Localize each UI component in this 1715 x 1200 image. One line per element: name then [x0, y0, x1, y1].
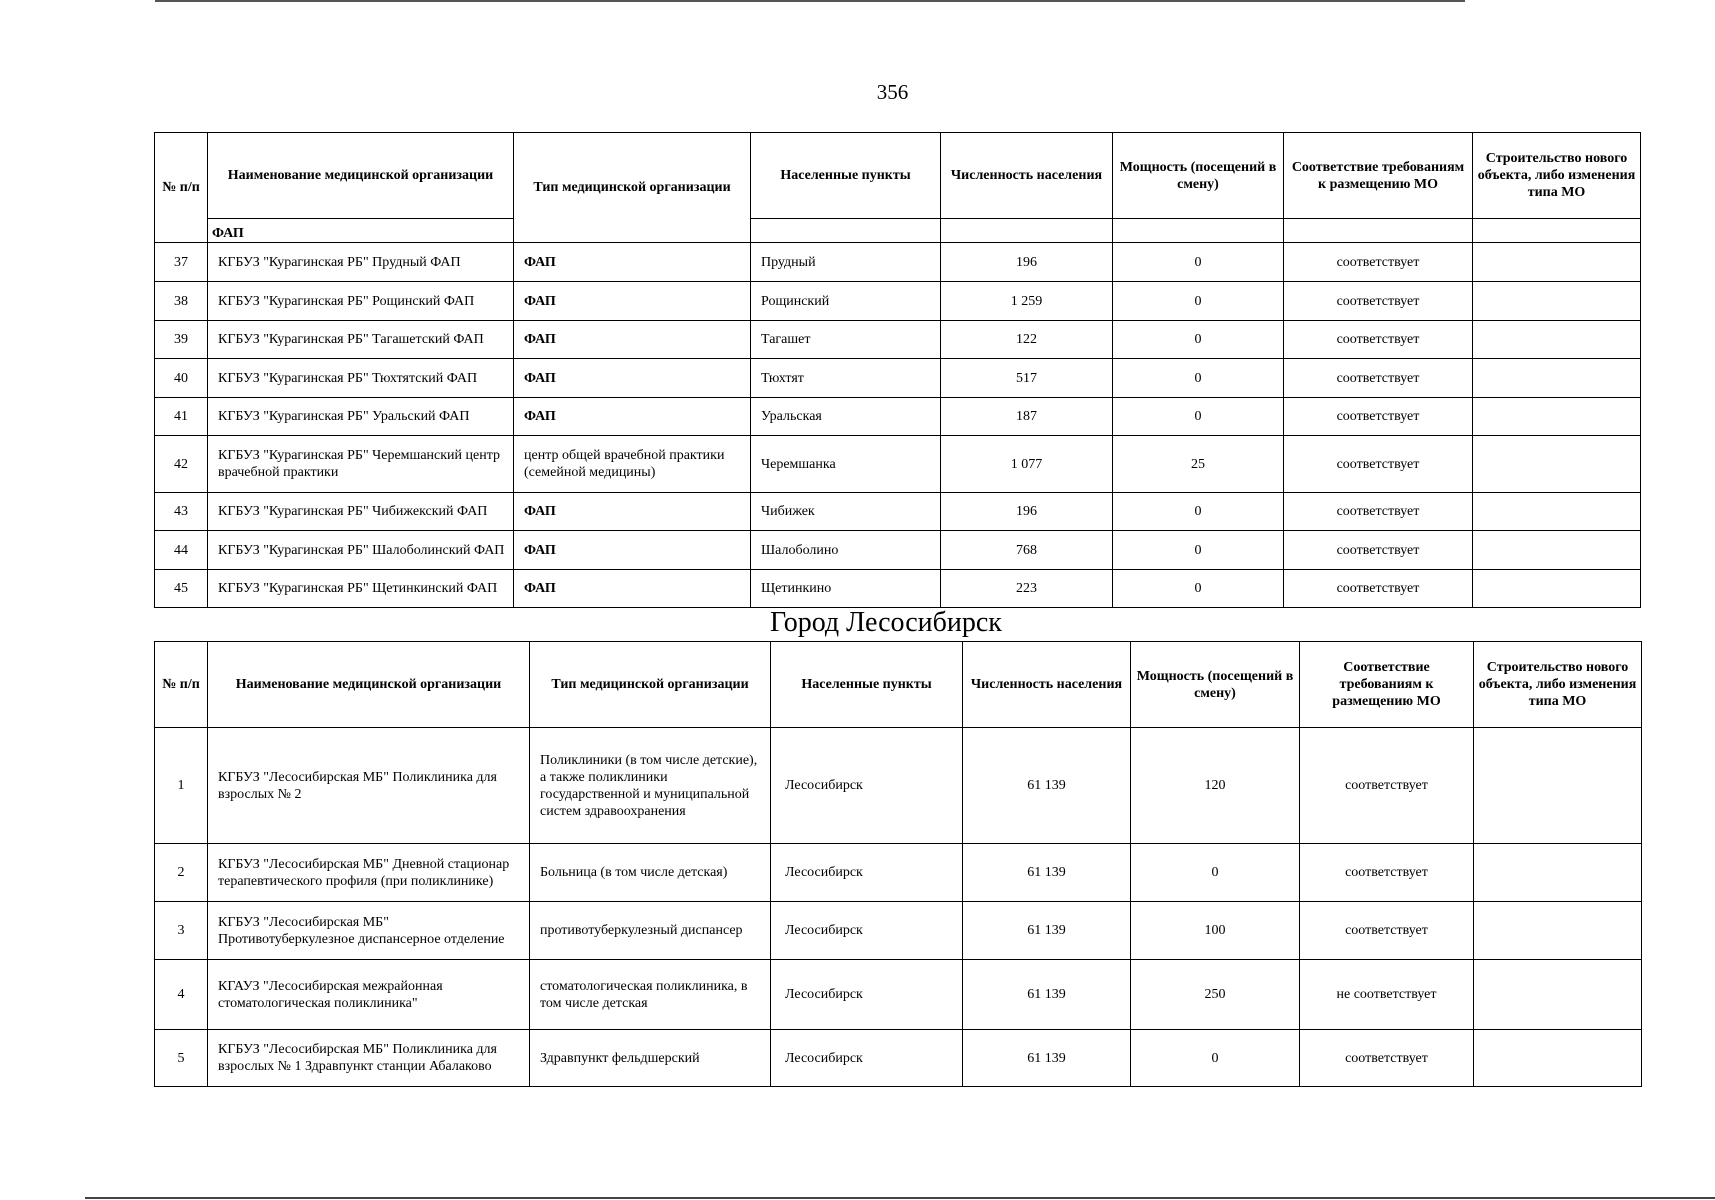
cell-num: 41	[155, 398, 208, 436]
table-row	[155, 570, 1641, 608]
cell-compliance: не соответствует	[1300, 960, 1474, 1030]
table-row	[155, 960, 1642, 1030]
cell-organization-name: КГБУЗ "Лесосибирская МБ" Противотуберкулезное диспансерное отделение	[208, 902, 530, 960]
table-lesosibirsk-body	[155, 728, 1642, 1087]
table-row	[155, 902, 1642, 960]
table-kuragino-body	[155, 243, 1641, 608]
cell-settlement: Прудный	[751, 243, 941, 282]
cell-settlement: Уральская	[751, 398, 941, 436]
cell-population: 196	[941, 243, 1113, 282]
cell-organization-name: КГБУЗ "Курагинская РБ" Черемшанский центр врачебной практики	[208, 436, 514, 493]
table-row	[155, 531, 1641, 570]
table-kuragino	[154, 132, 1641, 608]
cell-organization-name: КГБУЗ "Курагинская РБ" Уральский ФАП	[208, 398, 514, 436]
header-settlements: Населенные пункты	[751, 133, 941, 219]
cell-construction	[1473, 531, 1641, 570]
cell-settlement: Щетинкино	[751, 570, 941, 608]
cell-organization-type: ФАП	[514, 243, 751, 282]
cell-organization-type: стоматологическая поликлиника, в том числе детская	[530, 960, 771, 1030]
header-construction: Строительство нового объекта, либо изменения типа МО	[1474, 642, 1642, 728]
cell-num: 39	[155, 321, 208, 359]
cell-compliance: соответствует	[1284, 436, 1473, 493]
cell-capacity: 0	[1113, 398, 1284, 436]
cell-compliance: соответствует	[1300, 844, 1474, 902]
cell-num: 5	[155, 1030, 208, 1087]
header-name: Наименование медицинской организации	[208, 642, 530, 728]
cell-organization-type: противотуберкулезный диспансер	[530, 902, 771, 960]
cell-capacity: 120	[1131, 728, 1300, 844]
header-type: Тип медицинской организации	[514, 133, 751, 243]
table-header-row	[155, 642, 1642, 728]
header-name: Наименование медицинской организации	[208, 133, 514, 219]
cell-construction	[1474, 960, 1642, 1030]
cell-organization-name: КГАУЗ "Лесосибирская межрайонная стоматологическая поликлиника"	[208, 960, 530, 1030]
cell-num: 42	[155, 436, 208, 493]
table-row	[155, 282, 1641, 321]
cell-construction	[1474, 902, 1642, 960]
cell-organization-name: КГБУЗ "Курагинская РБ" Чибижекский ФАП	[208, 493, 514, 531]
cell-num: 43	[155, 493, 208, 531]
cell-settlement: Лесосибирск	[771, 960, 963, 1030]
cell-organization-name: КГБУЗ "Курагинская РБ" Тагашетский ФАП	[208, 321, 514, 359]
cell-settlement: Лесосибирск	[771, 728, 963, 844]
cell-population: 1 077	[941, 436, 1113, 493]
cell-population: 1 259	[941, 282, 1113, 321]
cell-construction	[1473, 398, 1641, 436]
header-construction: Строительство нового объекта, либо изменения типа МО	[1473, 133, 1641, 219]
cell-population: 517	[941, 359, 1113, 398]
cell-num: 3	[155, 902, 208, 960]
cell-num: 2	[155, 844, 208, 902]
cell-capacity: 250	[1131, 960, 1300, 1030]
header-type: Тип медицинской организации	[530, 642, 771, 728]
header-capacity: Мощность (посещений в смену)	[1113, 133, 1284, 219]
cell-num: 38	[155, 282, 208, 321]
cell-organization-type: ФАП	[514, 531, 751, 570]
cell-settlement: Шалоболино	[751, 531, 941, 570]
cell-population: 61 139	[963, 960, 1131, 1030]
header-capacity: Мощность (посещений в смену)	[1131, 642, 1300, 728]
cell-population: 61 139	[963, 1030, 1131, 1087]
cell-construction	[1473, 359, 1641, 398]
cell-compliance: соответствует	[1300, 902, 1474, 960]
cell-construction	[1473, 436, 1641, 493]
table-row	[155, 728, 1642, 844]
cell-organization-type: Здравпункт фельдшерский	[530, 1030, 771, 1087]
cell-organization-type: центр общей врачебной практики (семейной медицины)	[514, 436, 751, 493]
cell-compliance: соответствует	[1284, 570, 1473, 608]
cell-organization-type: ФАП	[514, 321, 751, 359]
cell-num: 44	[155, 531, 208, 570]
cell-population: 61 139	[963, 902, 1131, 960]
cell-organization-name: КГБУЗ "Курагинская РБ" Щетинкинский ФАП	[208, 570, 514, 608]
cell-num: 40	[155, 359, 208, 398]
header-compliance: Соответствие требованиям к размещению МО	[1284, 133, 1473, 219]
cell-capacity: 0	[1113, 493, 1284, 531]
page-number: 356	[876, 80, 909, 104]
cell-population: 122	[941, 321, 1113, 359]
cell-num: 37	[155, 243, 208, 282]
cell-organization-type: ФАП	[514, 493, 751, 531]
cell-capacity: 0	[1113, 570, 1284, 608]
cell-population: 768	[941, 531, 1113, 570]
cell-population: 187	[941, 398, 1113, 436]
cell-capacity: 0	[1113, 282, 1284, 321]
header-population: Численность населения	[963, 642, 1131, 728]
cell-capacity: 25	[1113, 436, 1284, 493]
cell-capacity: 0	[1131, 844, 1300, 902]
cell-settlement: Лесосибирск	[771, 1030, 963, 1087]
cell-organization-name: КГБУЗ "Курагинская РБ" Рощинский ФАП	[208, 282, 514, 321]
table-lesosibirsk	[154, 641, 1642, 1087]
cell-num: 1	[155, 728, 208, 844]
cell-settlement: Лесосибирск	[771, 902, 963, 960]
cell-organization-type: ФАП	[514, 359, 751, 398]
cell-organization-name: КГБУЗ "Лесосибирская МБ" Дневной стационар терапевтического профиля (при поликлинике)	[208, 844, 530, 902]
cell-compliance: соответствует	[1300, 1030, 1474, 1087]
cell-organization-type: ФАП	[514, 282, 751, 321]
cell-organization-type: Больница (в том числе детская)	[530, 844, 771, 902]
cell-compliance: соответствует	[1284, 321, 1473, 359]
section-title: Город Лесосибирск	[770, 607, 1002, 638]
table-row	[155, 359, 1641, 398]
table-row	[155, 436, 1641, 493]
cell-construction	[1473, 493, 1641, 531]
header-num: № п/п	[155, 133, 208, 243]
cell-num: 4	[155, 960, 208, 1030]
top-rule	[155, 0, 1465, 2]
table-row	[155, 844, 1642, 902]
header-population: Численность населения	[941, 133, 1113, 219]
header-settlements: Населенные пункты	[771, 642, 963, 728]
cell-construction	[1474, 1030, 1642, 1087]
cell-compliance: соответствует	[1284, 359, 1473, 398]
cell-population: 223	[941, 570, 1113, 608]
cell-construction	[1473, 321, 1641, 359]
cell-compliance: соответствует	[1284, 398, 1473, 436]
cell-capacity: 0	[1113, 321, 1284, 359]
table-header-row	[155, 133, 1641, 219]
cell-capacity: 0	[1113, 531, 1284, 570]
cell-capacity: 100	[1131, 902, 1300, 960]
cell-construction	[1473, 282, 1641, 321]
cell-capacity: 0	[1131, 1030, 1300, 1087]
cell-capacity: 0	[1113, 243, 1284, 282]
header-compliance: Соответствие требованиям к размещению МО	[1300, 642, 1474, 728]
cell-settlement: Рощинский	[751, 282, 941, 321]
cell-construction	[1473, 570, 1641, 608]
cell-construction	[1474, 728, 1642, 844]
cell-settlement: Лесосибирск	[771, 844, 963, 902]
table-row	[155, 321, 1641, 359]
cell-capacity: 0	[1113, 359, 1284, 398]
cell-compliance: соответствует	[1284, 282, 1473, 321]
cell-organization-name: КГБУЗ "Курагинская РБ" Прудный ФАП	[208, 243, 514, 282]
table-row	[155, 398, 1641, 436]
cell-num: 45	[155, 570, 208, 608]
cell-construction	[1474, 844, 1642, 902]
table-row	[155, 493, 1641, 531]
header-num: № п/п	[155, 642, 208, 728]
cell-settlement: Черемшанка	[751, 436, 941, 493]
cell-organization-name: КГБУЗ "Лесосибирская МБ" Поликлиника для взрослых № 1 Здравпункт станции Абалаково	[208, 1030, 530, 1087]
cell-settlement: Тагашет	[751, 321, 941, 359]
cell-organization-type: Поликлиники (в том числе детские), а также поликлиники государственной и муниципальной систем здравоохранения	[530, 728, 771, 844]
cell-organization-type: ФАП	[514, 570, 751, 608]
cell-organization-type: ФАП	[514, 398, 751, 436]
cell-settlement: Чибижек	[751, 493, 941, 531]
cell-organization-name: КГБУЗ "Курагинская РБ" Тюхтятский ФАП	[208, 359, 514, 398]
table-row	[155, 1030, 1642, 1087]
bottom-rule	[85, 1197, 1715, 1199]
cell-organization-name: КГБУЗ "Курагинская РБ" Шалоболинский ФАП	[208, 531, 514, 570]
cell-settlement: Тюхтят	[751, 359, 941, 398]
cell-organization-name: КГБУЗ "Лесосибирская МБ" Поликлиника для взрослых № 2	[208, 728, 530, 844]
cell-population: 61 139	[963, 728, 1131, 844]
table-row	[155, 243, 1641, 282]
cell-compliance: соответствует	[1284, 531, 1473, 570]
cell-population: 61 139	[963, 844, 1131, 902]
cell-population: 196	[941, 493, 1113, 531]
cell-construction	[1473, 243, 1641, 282]
cell-compliance: соответствует	[1284, 493, 1473, 531]
carry-over-label: ФАП	[208, 219, 514, 243]
carry-over-row	[155, 219, 1641, 243]
cell-compliance: соответствует	[1300, 728, 1474, 844]
cell-compliance: соответствует	[1284, 243, 1473, 282]
